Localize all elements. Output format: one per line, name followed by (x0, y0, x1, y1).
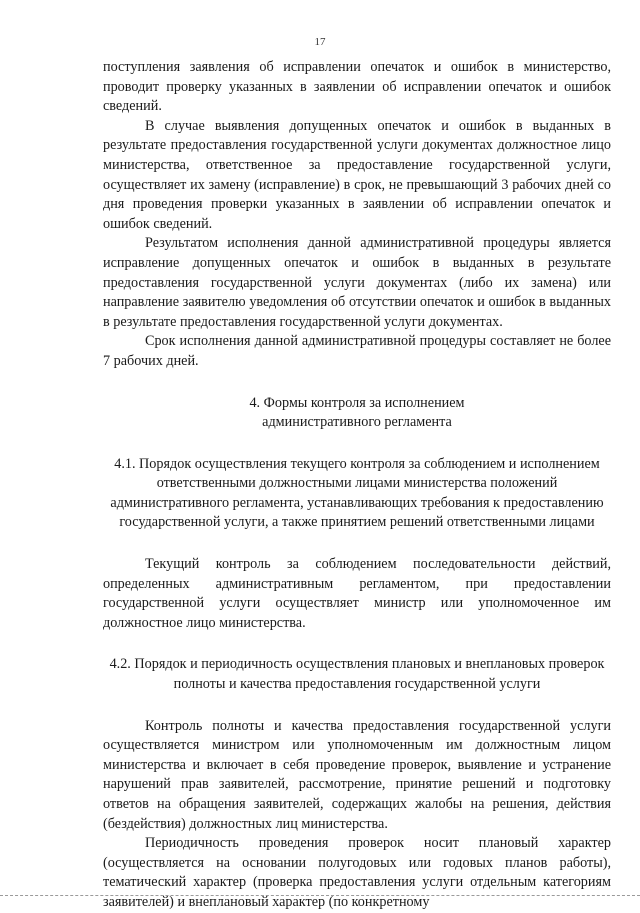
spacer (103, 695, 611, 717)
spacer (103, 533, 611, 555)
paragraph-inspection-frequency: Периодичность проведения проверок носит плановый характер (осуществляется на основании полугодовых или годовых планов работы), тематический характер (проверка предоставления услуги отдельным категориям заявителей) и внеплановый характер (по конкретному (103, 835, 611, 910)
spacer (103, 633, 611, 655)
page-number: 17 (314, 36, 326, 48)
paragraph-current-control: Текущий контроль за соблюдением последовательности действий, определенных административным регламентом, при предоставлении государственной услуги осуществляет министр или уполномоченное им должностное лицо министерства. (103, 556, 611, 631)
document-body (103, 58, 611, 913)
scan-bottom-edge (0, 895, 640, 897)
subsection-heading-4-1: 4.1. Порядок осуществления текущего контроля за соблюдением и исполнением ответственными должностными лицами министерства положений административного регламента, устанавливающих требования к предоставлению государственной услуги, а также принятием решений ответственными лицами (110, 455, 604, 531)
spacer (103, 372, 611, 394)
spacer (103, 433, 611, 455)
paragraph-procedure-result: Результатом исполнения данной административной процедуры является исправление допущенных опечаток и ошибок в выданных в результате предоставления государственной услуги документах (либо их замена) или направление заявителю уведомления об отсутствии опечаток и ошибок в выданных в результате предоставления государственной услуги документах. (103, 235, 611, 330)
section-heading-4: 4. Формы контроля за исполнением административного регламента (249, 394, 465, 431)
paragraph-quality-control: Контроль полноты и качества предоставления государственной услуги осуществляется министром или уполномоченным им должностным лицом министерства и включает в себя проведение проверок, выявление и устранение нарушений прав заявителей, рассмотрение, принятие решений и подготовку ответов на обращения заявителей, содержащих жалобы на решения, действия (бездействия) должностных лиц министерства. (103, 717, 611, 832)
subsection-heading-4-2: 4.2. Порядок и периодичность осуществления плановых и внеплановых проверок полноты и качества предоставления государственной услуги (109, 656, 605, 693)
paragraph-continuation: поступления заявления об исправлении опечаток и ошибок в министерство, проводит проверку указанных в заявлении об исправлении опечаток и ошибок сведений. (103, 59, 611, 115)
paragraph-procedure-term: Срок исполнения данной административной процедуры составляет не более 7 рабочих дней. (103, 333, 611, 369)
paragraph-error-correction: В случае выявления допущенных опечаток и ошибок в выданных в результате предоставления государственной услуги документах должностное лицо министерства, ответственное за предоставление государственной услуги, осуществляет их замену (исправление) в срок, не превышающий 3 рабочих дней со дня проведения проверки указанных в заявлении об исправлении опечаток и ошибок сведений. (103, 117, 611, 232)
